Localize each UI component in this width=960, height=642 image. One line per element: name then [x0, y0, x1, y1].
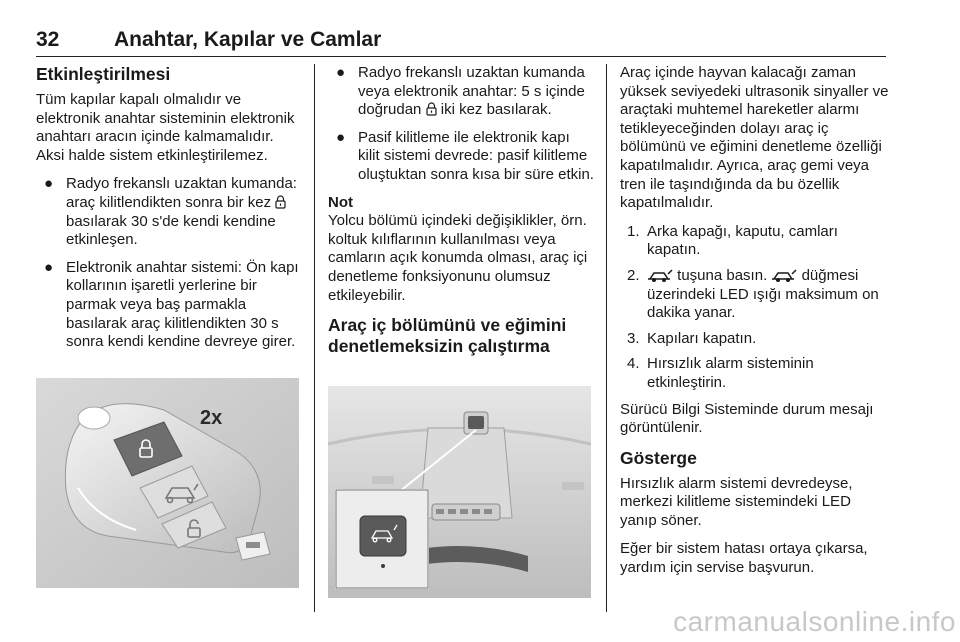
paragraph: Eğer bir sistem hatası ortaya çıkarsa, yardım için servise başvurun. [620, 540, 868, 577]
column-2 [328, 64, 594, 363]
lock-icon [275, 195, 286, 209]
list-item: 2. tuşuna basın. düğmesi üzerindeki LED ışığı maksimum on dakika yanar. [627, 266, 879, 322]
list-item: 3. Kapıları kapatın. [627, 329, 757, 347]
list-item: ● Radyo frekanslı uzaktan kumanda veya elektronik anahtar: 5 s içinde doğrudan iki kez basılarak. [336, 64, 585, 119]
numbered-list [620, 223, 890, 393]
column-divider [606, 64, 607, 612]
section-heading-disable-monitoring: Araç iç bölümünü ve eğimini denetlemeksizin çalıştırma [328, 315, 567, 357]
roof-console-illustration [328, 386, 591, 598]
roof-console-figure [328, 386, 591, 598]
key-fob-illustration [36, 378, 299, 588]
paragraph: Tüm kapılar kapalı olmalıdır ve elektronik anahtar sisteminin elektronik anahtarı aracın içinde kalmamalıdır. Aksi halde sistem etkinleştirilemez. [36, 91, 295, 164]
lock-icon [426, 102, 437, 116]
note-text: Yolcu bölümü içindeki değişiklikler, örn. koltuk kılıflarının kullanılması veya camların açık konumda olması, araç içi denetleme fonksiyonunu olumsuz etkileyebilir. [328, 212, 588, 304]
list-item: 4. Hırsızlık alarm sisteminin etkinleştirin. [627, 355, 814, 391]
header-rule [36, 56, 886, 57]
car-tilt-icon [647, 269, 673, 283]
paragraph: Araç içinde hayvan kalacağı zaman yüksek seviyedeki ultrasonik sinyaller ve araçtaki muhtemel hareketler alarmı tetikleyeceğinden dolayı araç iç bölümünü ve eğimini denetleme özelliği kapatılmalıdır. Ayrıca, araç gemi veya tren ile taşındığında da bu özellik kapatılmalıdır. [620, 64, 889, 212]
column-1 [36, 64, 302, 361]
list-item: ● Elektronik anahtar sistemi: Ön kapı kollarının işaretli yerlerine bir parmak veya baş parmakla basılarak araç kilitlendikten 30 s sonra kendi kendine devreye girer. [44, 258, 299, 351]
watermark: carmanualsonline.info [673, 606, 956, 637]
list-item: 1. Arka kapağı, kaputu, camları kapatın. [627, 222, 838, 259]
page-header [36, 28, 886, 54]
page-title: Anahtar, Kapılar ve Camlar [114, 28, 382, 51]
bullet-dot: ● [44, 175, 54, 193]
page-number: 32 [36, 28, 60, 51]
press-twice-label: 2x [200, 407, 223, 429]
section-heading-indicator: Gösterge [620, 447, 697, 468]
bullet-list [36, 175, 302, 351]
paragraph: Sürücü Bilgi Sisteminde durum mesajı görüntülenir. [620, 400, 874, 437]
section-heading-activation: Etkinleştirilmesi [36, 64, 171, 84]
column-3 [620, 64, 890, 588]
car-tilt-icon [771, 269, 797, 283]
note-title: Not [328, 193, 353, 211]
bullet-list [328, 64, 594, 185]
list-item: ● Radyo frekanslı uzaktan kumanda: araç kilitlendikten sonra bir kez basılarak 30 s'de kendi kendine etkinleşen. [44, 175, 297, 249]
bullet-dot: ● [336, 64, 346, 81]
paragraph: Hırsızlık alarm sistemi devredeyse, merkezi kilitleme sistemindeki LED yanıp söner. [620, 474, 853, 529]
bullet-dot: ● [44, 258, 54, 276]
list-item: ● Pasif kilitleme ile elektronik kapı kilit sistemi devrede: pasif kilitleme oluştuktan sonra kısa bir süre etkin. [336, 128, 594, 183]
column-divider [314, 64, 315, 612]
key-fob-figure [36, 378, 299, 588]
bullet-dot: ● [336, 128, 346, 146]
